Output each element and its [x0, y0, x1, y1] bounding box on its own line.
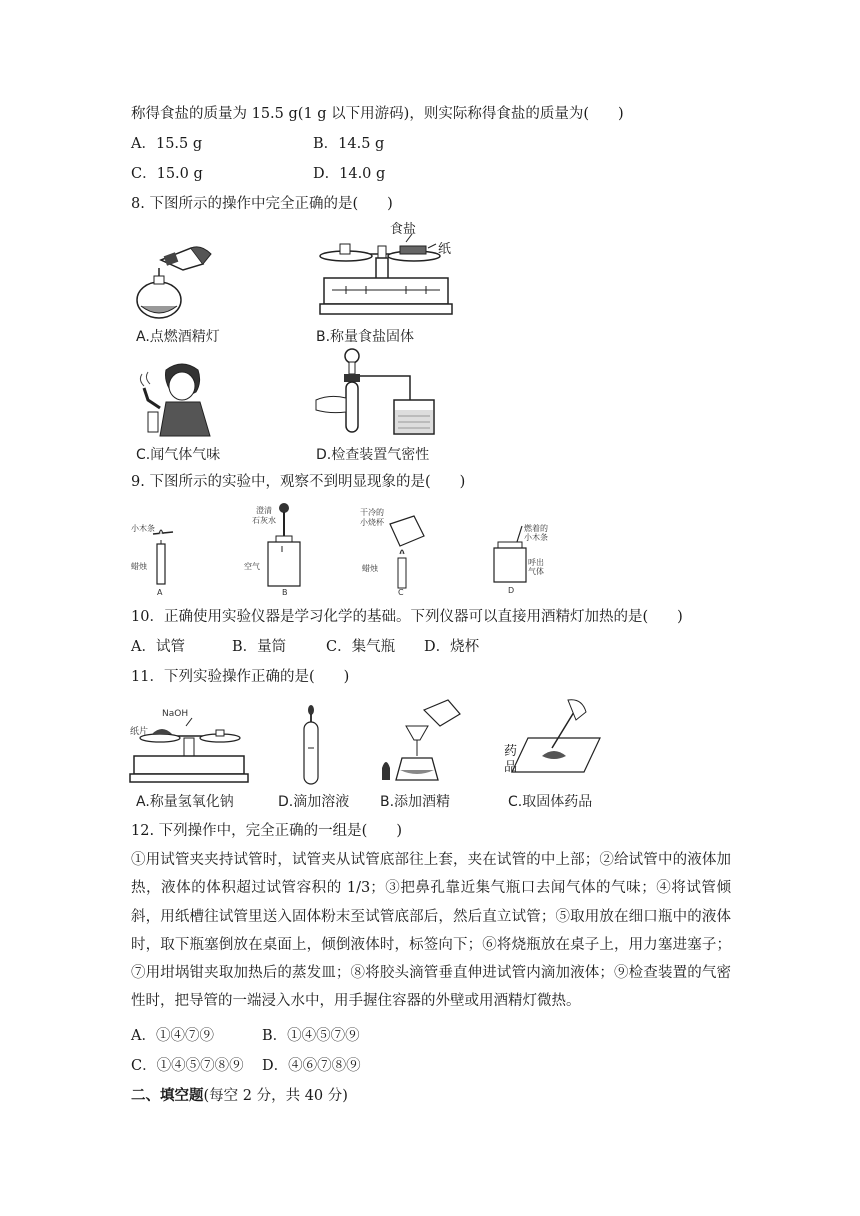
q11-figure-c [504, 698, 604, 786]
q9-letter-b: B [282, 588, 288, 597]
q8-caption-b: B.称量食盐固体 [316, 329, 415, 345]
q10-option-b: B．量筒 [232, 639, 287, 655]
label-drug-1: 药 [504, 744, 518, 759]
q10-stem: 10．正确使用实验仪器是学习化学的基础。下列仪器可以直接用酒精灯加热的是( ) [131, 609, 683, 625]
q10-option-a: A．试管 [131, 639, 185, 655]
q9-d-gas-label-1: 呼出 [528, 558, 544, 567]
q10-option-d: D．烧杯 [424, 639, 480, 655]
q8-stem: 8. 下图所示的操作中完全正确的是( ) [131, 196, 393, 212]
label-paper-sheet: 纸片 [130, 727, 149, 737]
q9-figure-d [490, 520, 570, 596]
q9-d-stick-label-1: 燃着的 [524, 524, 548, 533]
q11-caption-a: A.称量氢氧化钠 [136, 794, 234, 810]
q9-letter-c: C [398, 588, 404, 597]
q9-c-candle-label: 蜡烛 [362, 564, 378, 573]
q11-stem: 11．下列实验操作正确的是( ) [131, 669, 350, 685]
q7-option-c: C．15.0 g [131, 166, 203, 182]
q12-option-a: A．①④⑦⑨ [131, 1028, 214, 1044]
q10-option-c: C．集气瓶 [326, 639, 396, 655]
q9-c-beaker-label-2: 小烧杯 [360, 518, 384, 527]
q7-option-d: D．14.0 g [313, 166, 386, 182]
q7-option-a: A．15.5 g [131, 136, 203, 152]
section-2-title: 二、填空题 [131, 1087, 204, 1104]
airtightness-apparatus-icon [316, 346, 450, 436]
q8-figure-d [316, 346, 450, 436]
label-drug-2: 品 [504, 760, 518, 775]
q8-figure-c [136, 360, 226, 436]
q11-caption-d: D.滴加溶液 [278, 794, 350, 810]
alcohol-lamp-icon [131, 240, 251, 330]
q11-figure-b [380, 696, 466, 786]
q11-figure-d [296, 704, 326, 786]
q12-option-c: C．①④⑤⑦⑧⑨ [131, 1058, 244, 1074]
q8-figure-a [131, 240, 251, 330]
q11-caption-b: B.添加酒精 [380, 794, 451, 810]
label-paper: 纸 [438, 242, 452, 257]
section-2-note: (每空 2 分，共 40 分) [203, 1088, 348, 1104]
q8-caption-c: C.闻气体气味 [136, 447, 221, 463]
q11-figure-a [128, 708, 250, 786]
q8-figure-b [316, 222, 456, 324]
taking-solid-icon [504, 698, 604, 786]
q9-d-gas-label-2: 气体 [528, 567, 544, 576]
q9-stem: 9. 下图所示的实验中，观察不到明显现象的是( ) [131, 474, 466, 490]
q9-figure-a [131, 512, 191, 596]
q9-b-limewater-label-2: 石灰水 [252, 516, 276, 525]
q12-option-b: B．①④⑤⑦⑨ [262, 1028, 360, 1044]
q11-caption-c: C.取固体药品 [508, 794, 593, 810]
adding-alcohol-icon [380, 696, 466, 786]
section-2-heading [131, 1086, 348, 1106]
balance-naoh-icon [128, 708, 250, 786]
q8-caption-d: D.检查装置气密性 [316, 447, 430, 463]
balance-icon [316, 222, 456, 324]
q7-stem-tail: 称得食盐的质量为 15.5 g(1 g 以下用游码)，则实际称得食盐的质量为( ) [131, 106, 624, 122]
q9-d-stick-label-2: 小木条 [524, 533, 548, 542]
q9-letter-a: A [157, 588, 163, 597]
q9-b-air-label: 空气 [244, 562, 260, 571]
q12-body: ①用试管夹夹持试管时，试管夹从试管底部往上套，夹在试管的中上部；②给试管中的液体加热，液体的体积超过试管容积的 1/3；③把鼻孔靠近集气瓶口去闻气体的气味；④将试管倾斜，用纸槽往试管里送入固体粉末至试管底部后，然后直立试管；⑤取用放在细口瓶中的液体时，取下瓶塞倒放在桌面上，倾倒液体时，标签向下；⑥将烧瓶放在桌子上，用力塞进塞子；⑦用坩埚钳夹取加热后的蒸发皿；⑧将胶头滴管垂直伸进试管内滴加液体；⑨检查装置的气密性时，把导管的一端浸入水中，用手握住容器的外壁或用酒精灯微热。 [131, 852, 731, 1010]
q12-stem: 12. 下列操作中，完全正确的一组是( ) [131, 823, 402, 839]
q7-option-b: B．14.5 g [313, 136, 385, 152]
q9-letter-d: D [508, 586, 515, 595]
q9-a-stick-label: 小木条 [131, 524, 155, 533]
person-smelling-icon [136, 360, 226, 436]
q9-b-limewater-label-1: 澄清 [256, 506, 272, 515]
q9-figure-c [360, 504, 432, 596]
q9-c-beaker-label-1: 干冷的 [360, 508, 384, 517]
q8-caption-a: A.点燃酒精灯 [136, 329, 220, 345]
label-salt: 食盐 [390, 222, 417, 237]
dropper-tube-icon [296, 704, 326, 786]
q9-figure-b [244, 502, 314, 596]
q12-option-d: D．④⑥⑦⑧⑨ [262, 1058, 361, 1074]
label-naoh: NaOH [162, 709, 189, 719]
q9-a-candle-label: 蜡烛 [131, 562, 147, 571]
